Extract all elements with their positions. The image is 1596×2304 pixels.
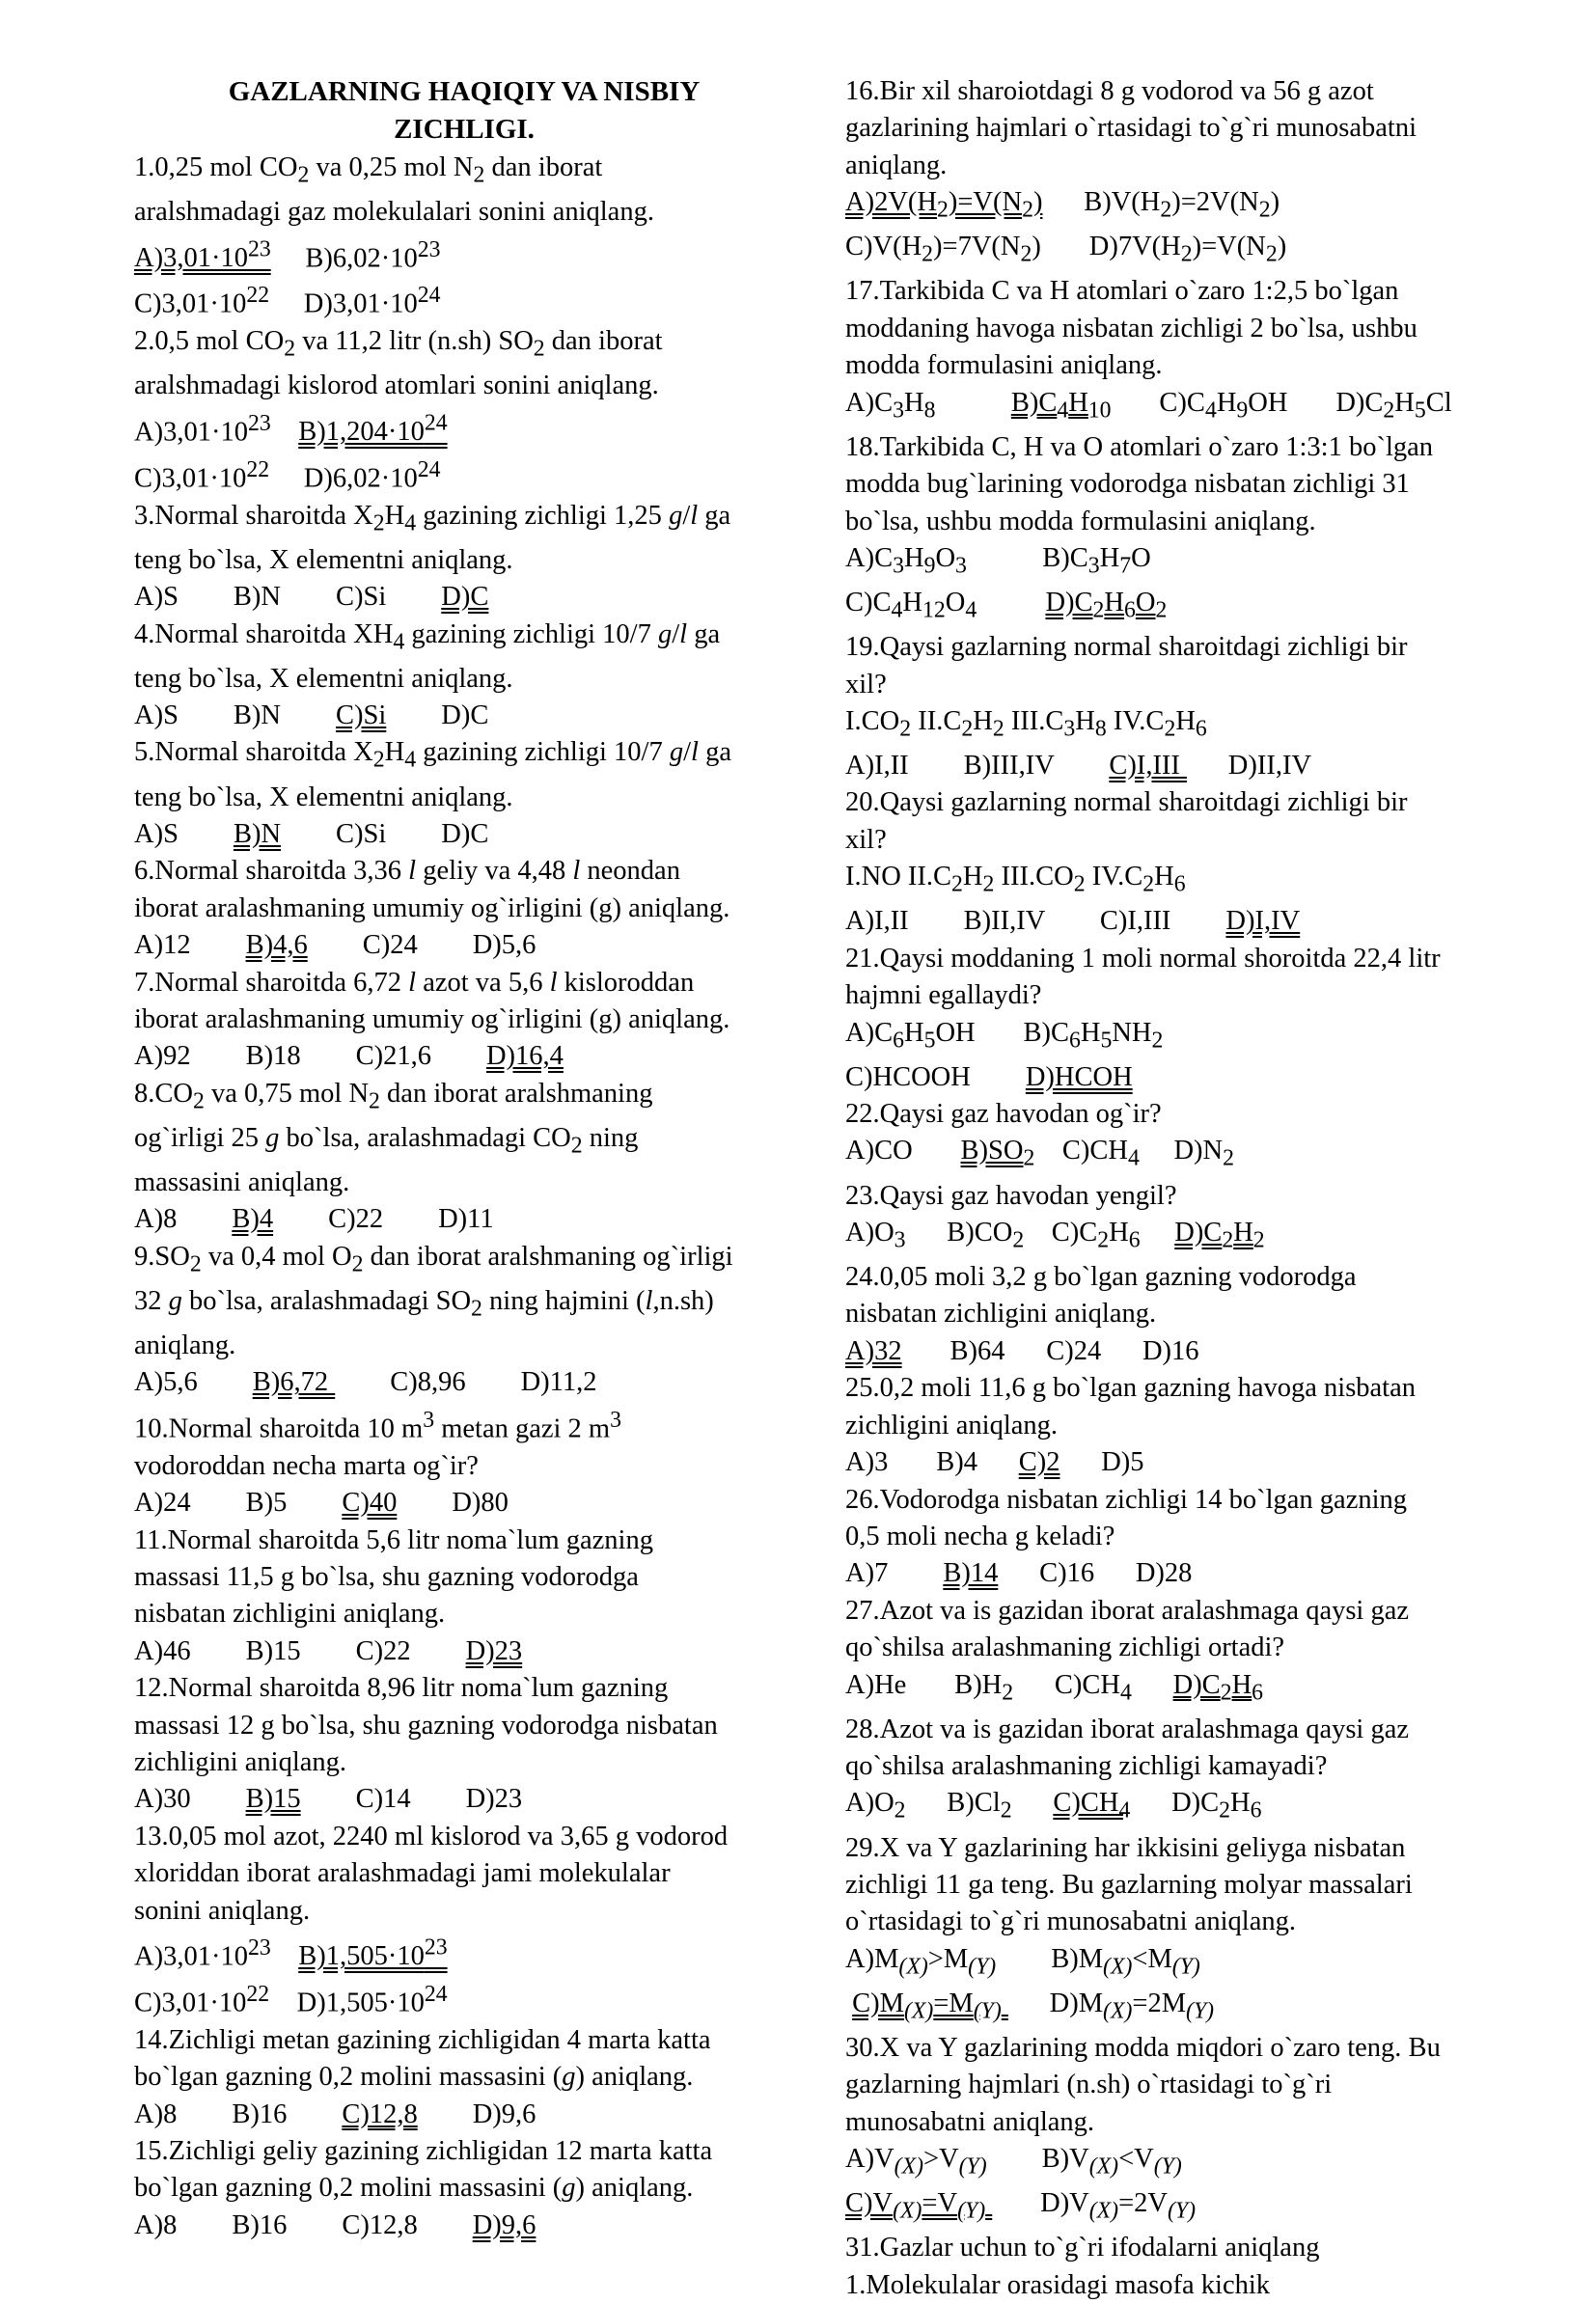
question-text: teng bo`lsa, X elementni aniqlang. [134,663,513,694]
question-text: aralshmadagi kislorod atomlari sonini aniqlang. [134,370,659,401]
question-text: aniqlang. [845,150,948,180]
question-text: 17.Tarkibida C va H atomlari o`zaro 1:2,5 bo`lgan [845,276,1399,307]
question-text: og`irligi 25 g bo`lsa, aralashmadagi $CO_2$ ning [134,1122,639,1159]
answer-options: $A)V_{(X)}>V_{(Y)}$ $B)V_{(X)}<V_{(Y)}$ [845,2144,1182,2180]
answer-options: $A)O_3$ $B)CO_2$ $C)C_2H_6$ $D)C_2H_2$ [845,1217,1265,1253]
question-text: bo`lgan gazning 0,2 molini massasini (g) aniqlang. [134,2062,694,2093]
answer-options: A)3 B)4 C)2 D)5 [845,1447,1144,1478]
answer-options: A)S B)N C)Si D)C [134,818,489,849]
question-block [845,1712,1511,1830]
question-block [845,429,1511,629]
question-block [134,323,790,497]
answer-options: A)I,II B)III,IV C)I,III D)II,IV [845,751,1312,782]
question-text: gazlarning hajmlari (n.sh) o`rtasidagi to`g`ri [845,2070,1333,2100]
question-text: 27.Azot va is gazidan iborat aralashmaga qaysi gaz [845,1595,1410,1626]
question-text: 12.Normal sharoitda 8,96 litr noma`lum gazning [134,1673,669,1704]
question-text: moddaning havoga nisbatan zichligi 2 bo`lsa, ushbu [845,313,1417,343]
question-text: 21.Qaysi moddaning 1 moli normal shoroitda 22,4 litr [845,943,1441,974]
answer-options: A)12 B)4,6 C)24 D)5,6 [134,930,537,961]
answer-options: $A)2V(H_2)=V(N_2)$ $B)V(H_2)=2V(N_2)$ [845,187,1280,223]
question-text: vodoroddan necha marta og`ir? [134,1450,479,1481]
question-block [134,734,790,853]
question-block [845,273,1511,428]
question-text: zichligi 11 ga teng. Bu gazlarning molyar massalari [845,1869,1413,1900]
answer-options: C)HCOOH D)HCOH [845,1061,1133,1092]
question-block [134,498,790,617]
right-column [845,73,1511,2304]
question-text: modda formulasini aniqlang. [845,350,1163,381]
answer-options: $C)M_{(X)}=M_{(Y)}$ $D)M_{(X)}=2M_{(Y)}$ [852,1988,1215,2024]
answer-options: $C)3,01\cdot 10^{22}$ $D)3,01\cdot 10^{24}$ [134,283,441,319]
question-block [845,1096,1511,1178]
page-title: GAZLARNING HAQIQIY VA NISBIY ZICHLIGI. [228,76,701,145]
answer-options: A)92 B)18 C)21,6 D)16,4 [134,1041,564,1072]
question-block [134,853,790,964]
question-text: 29.X va Y gazlarining har ikkisini geliyga nisbatan [845,1832,1406,1863]
question-text: 0,5 moli necha g keladi? [845,1521,1115,1551]
question-text: 2.0,5 mol $CO_2$ va 11,2 litr (n.sh) $SO_2$ dan iborat [134,326,663,362]
question-text: iborat aralashmaning umumiy og`irligini (g) aniqlang. [134,1003,730,1034]
answer-options: $C)V_{(X)}=V_{(Y)}$ $D)V_{(X)}=2V_{(Y)}$ [845,2188,1197,2224]
question-block [845,1593,1511,1712]
question-text: 6.Normal sharoitda 3,36 l geliy va 4,48 l neondan [134,856,680,887]
question-text: 13.0,05 mol azot, 2240 ml kislorod va 3,65 g vodorod [134,1821,729,1851]
question-text: zichligini aniqlang. [134,1746,347,1777]
answer-options: A)24 B)5 C)40 D)80 [134,1488,509,1519]
question-block [134,617,790,735]
question-block [845,629,1511,784]
question-text: munosabatni aniqlang. [845,2106,1095,2137]
question-text: 5.Normal sharoitda $X_2H_4$ gazining zichligi 10/7 g/l ga [134,737,731,774]
answer-options: $A)M_{(X)}>M_{(Y)}$ $B)M_{(X)}<M_{(Y)}$ [845,1943,1200,1980]
question-text: 18.Tarkibida C, H va O atomlari o`zaro 1:3:1 bo`lgan [845,431,1434,462]
question-block [134,2022,790,2133]
question-text: 32 g bo`lsa, aralashmadagi $SO_2$ ning hajmini (l,n.sh) [134,1285,714,1322]
question-text: 19.Qaysi gazlarning normal sharoitdagi zichligi bir [845,632,1408,663]
answer-options: A)5,6 B)6,72 C)8,96 D)11,2 [134,1367,597,1398]
answer-options: $A)3,01\cdot 10^{23}$ $B)1,505\cdot 10^{23}$ [134,1934,448,1972]
question-text: massasini aniqlang. [134,1166,350,1197]
question-block [134,2133,790,2244]
question-text: qo`shilsa aralashmaning zichligi kamayadi? [845,1751,1328,1782]
question-text: iborat aralashmaning umumiy og`irligini (g) aniqlang. [134,892,730,923]
question-text: 3.Normal sharoitda $X_2H_4$ gazining zichligi 1,25 g/l ga [134,500,731,536]
question-block [845,1370,1511,1481]
question-text: zichligini aniqlang. [845,1410,1059,1440]
question-text: 16.Bir xil sharoiotdagi 8 g vodorod va 56 g azot [845,76,1374,106]
answer-options: $A)C_3H_8$ $B)C_4H_{10}$ $C)C_4H_9OH$ $D)C_2H_5Cl$ [845,387,1452,424]
question-block [134,965,790,1076]
question-text: 15.Zichligi geliy gazining zichligidan 12 marta katta [134,2136,713,2166]
question-text: xil? [845,669,887,699]
question-text: 23.Qaysi gaz havodan yengil? [845,1180,1177,1211]
question-text: bo`lgan gazning 0,2 molini massasini (g) aniqlang. [134,2173,694,2204]
question-text: hajmni egallaydi? [845,980,1042,1011]
question-block [845,73,1511,273]
answer-options: $A)3,01\cdot 10^{23}$ $B)1,204\cdot 10^{24}$ [134,410,448,448]
question-text: aralshmadagi gaz molekulalari sonini aniqlang. [134,197,654,228]
question-text: xil? [845,824,887,855]
question-block [845,1178,1511,1260]
question-text: bo`lsa, ushbu modda formulasini aniqlang. [845,506,1316,536]
question-text: xloriddan iborat aralashmadagi jami molekulalar [134,1858,671,1889]
question-text: 11.Normal sharoitda 5,6 litr noma`lum gazning [134,1524,653,1555]
question-block [845,1259,1511,1370]
answer-options: A)S B)N C)Si D)C [134,700,489,731]
left-column [134,73,790,2244]
question-text: sonini aniqlang. [134,1895,311,1926]
answer-options: A)CO $B)SO_2$ $C)CH_4$ $D)N_2$ [845,1136,1234,1172]
question-block [845,1830,1511,2030]
question-text: 4.Normal sharoitda $XH_4$ gazining zichligi 10/7 g/l ga [134,618,721,655]
question-block [134,1402,790,1522]
answer-options: $C)3,01\cdot 10^{22}$ $D)6,02\cdot 10^{24}$ [134,456,441,494]
question-text: 28.Azot va is gazidan iborat aralashmaga qaysi gaz [845,1714,1410,1744]
answer-options: A)8 B)4 C)22 D)11 [134,1204,494,1235]
question-text: massasi 11,5 g bo`lsa, shu gazning vodorodga [134,1561,639,1592]
question-text: $9.SO_2$ va 0,4 mol $O_2$ dan iborat aralshmaning og`irligi [134,1241,733,1277]
answer-options: A)S B)N C)Si D)C [134,582,489,613]
question-text: teng bo`lsa, X elementni aniqlang. [134,544,513,575]
question-block [845,2030,1511,2230]
question-block [845,784,1511,940]
answer-options: $C)C_4H_{12}O_4$ $D)C_2H_6O_2$ [845,588,1168,623]
question-block [134,1076,790,1239]
question-text: 1.0,25 mol $CO_2$ va 0,25 mol $N_2$ dan iborat [134,152,603,188]
answer-options: A)46 B)15 C)22 D)23 [134,1635,523,1666]
question-list-right [845,73,1511,2304]
question-text: 24.0,05 moli 3,2 g bo`lgan gazning vodorodga [845,1262,1357,1293]
question-text: nisbatan zichligini aniqlang. [845,1299,1157,1330]
answer-options: $A)O_2$ $B)Cl_2$ $C)CH_4$ $D)C_2H_6$ [845,1788,1262,1824]
question-text: 20.Qaysi gazlarning normal sharoitdagi zichligi bir [845,787,1408,818]
question-text: $I.CO_2$ $II.C_2H_2$ $III.C_3H_8$ $IV.C_2H_6$ [845,705,1207,742]
answer-options: A)8 B)16 C)12,8 D)9,6 [134,2098,537,2129]
answer-options: $C)V(H_2)=7V(N_2)$ $D)7V(H_2)=V(N_2)$ [845,232,1287,267]
answer-options: A)I,II B)II,IV C)I,III D)I,IV [845,906,1301,937]
question-list-left [134,150,790,2244]
question-block [134,150,790,323]
question-text: 31.Gazlar uchun to`g`ri ifodalarni aniqlang [845,2233,1320,2263]
answer-options: A)He $B)H_2$ $C)CH_4$ $D)C_2H_6$ [845,1669,1264,1706]
answer-options: $A)C_3H_9O_3$ $B)C_3H_7O$ [845,542,1151,579]
answer-options: A)8 B)16 C)12,8 D)9,6 [134,2209,537,2240]
question-text: $8.CO_2$ va 0,75 mol $N_2$ dan iborat aralshmaning [134,1078,653,1114]
question-text: 22.Qaysi gaz havodan og`ir? [845,1099,1162,1130]
question-block [134,1670,790,1819]
question-text: 26.Vodorodga nisbatan zichligi 14 bo`lgan gazning [845,1484,1408,1515]
question-text: I.NO $II.C_2H_2$ $III.CO_2$ $IV.C_2H_6$ [845,862,1186,897]
question-text: 7.Normal sharoitda 6,72 l azot va 5,6 l kisloroddan [134,967,695,998]
question-block [134,1819,790,2022]
question-text: gazlarining hajmlari o`rtasidagi to`g`ri munosabatni [845,113,1417,144]
question-block [845,1482,1511,1593]
question-text: modda bug`larining vodorodga nisbatan zichligi 31 [845,469,1410,500]
answer-options: $A)3,01\cdot 10^{23}$ $B)6,02\cdot 10^{23}$ [134,236,441,273]
answer-options: $A)C_6H_5OH$ $B)C_6H_5NH_2$ [845,1017,1164,1054]
question-text: 10.Normal sharoitda 10 $m^3$ metan gazi 2 $m^3$ [134,1407,621,1444]
question-block [845,2230,1511,2304]
answer-options: $C)3,01\cdot 10^{22}$ $D)1,505\cdot 10^{24}$ [134,1981,448,2018]
question-text: massasi 12 g bo`lsa, shu gazning vodorodga nisbatan [134,1710,718,1741]
answer-options: A)30 B)15 C)14 D)23 [134,1784,523,1815]
question-text: 30.X va Y gazlarining modda miqdori o`zaro teng. Bu [845,2032,1441,2063]
answer-options: A)32 B)64 C)24 D)16 [845,1335,1199,1366]
question-text: nisbatan zichligini aniqlang. [134,1599,446,1630]
question-text: aniqlang. [134,1330,236,1360]
question-text: 14.Zichligi metan gazining zichligidan 4 marta katta [134,2024,711,2055]
question-text: o`rtasidagi to`g`ri munosabatni aniqlang. [845,1906,1296,1937]
question-text: qo`shilsa aralashmaning zichligi ortadi? [845,1632,1285,1663]
answer-options: A)7 B)14 C)16 D)28 [845,1558,1193,1589]
question-text: teng bo`lsa, X elementni aniqlang. [134,782,513,812]
question-block [134,1522,790,1671]
question-block [845,941,1511,1096]
question-text: 1.Molekulalar orasidagi masofa kichik [845,2269,1271,2300]
question-block [134,1239,790,1402]
question-text: 25.0,2 moli 11,6 g bo`lgan gazning havoga nisbatan [845,1373,1416,1404]
